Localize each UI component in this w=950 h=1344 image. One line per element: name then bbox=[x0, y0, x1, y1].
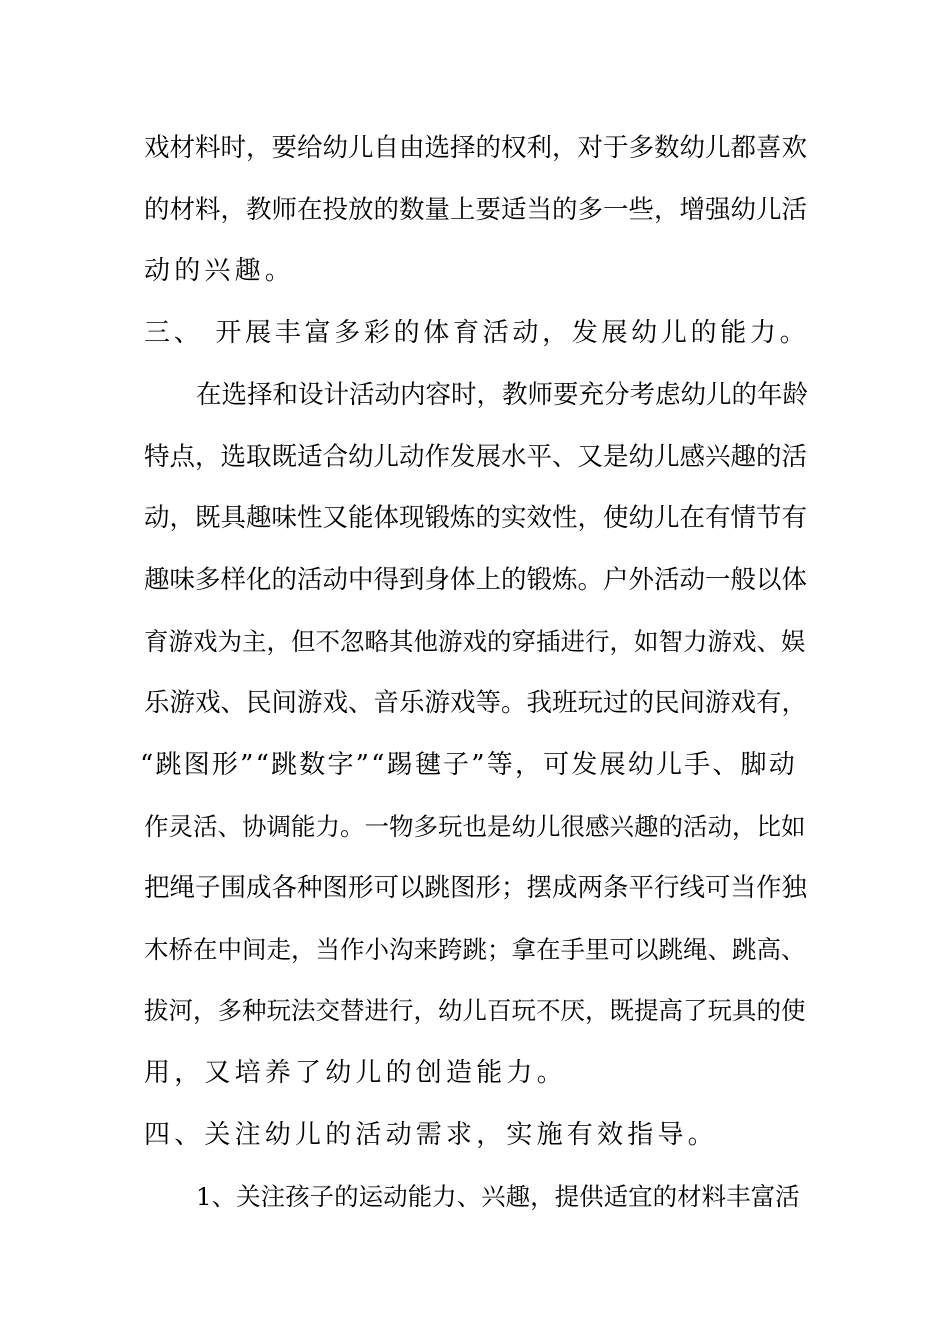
paragraph-line: 作灵活、协调能力。一物多玩也是幼儿很感兴趣的活动，比如 bbox=[144, 812, 806, 841]
section-heading: 三、 开展丰富多彩的体育活动，发展幼儿的能力。 bbox=[144, 318, 810, 348]
paragraph-line: 动的兴趣。 bbox=[144, 256, 296, 286]
paragraph-line: 把绳子围成各种图形可以跳图形；摆成两条平行线可当作独 bbox=[144, 873, 808, 903]
paragraph-line: 特点，选取既适合幼儿动作发展水平、又是幼儿感兴趣的活 bbox=[144, 442, 808, 472]
paragraph-line: 趣味多样化的活动中得到身体上的锻炼。户外活动一般以体 bbox=[144, 565, 808, 595]
paragraph-line: 用，又培养了幼儿的创造能力。 bbox=[144, 1058, 567, 1088]
paragraph-line: “跳图形”“跳数字”“踢毽子”等，可发展幼儿手、脚动 bbox=[140, 750, 797, 780]
paragraph-line: 在选择和设计活动内容时，教师要充分考虑幼儿的年龄 bbox=[196, 380, 809, 410]
paragraph-line: 戏材料时，要给幼儿自由选择的权利，对于多数幼儿都喜欢 bbox=[144, 133, 808, 163]
section-heading: 四、关注幼儿的活动需求，实施有效指导。 bbox=[144, 1120, 718, 1150]
paragraph-line: 动，既具趣味性又能体现锻炼的实效性，使幼儿在有情节有 bbox=[144, 503, 808, 533]
paragraph-line: 拔河，多种玩法交替进行，幼儿百玩不厌，既提高了玩具的使 bbox=[144, 996, 806, 1025]
paragraph-line: 木桥在中间走，当作小沟来跨跳；拿在手里可以跳绳、跳高、 bbox=[144, 935, 806, 964]
paragraph-line: 1、关注孩子的运动能力、兴趣，提供适宜的材料丰富活 bbox=[196, 1182, 800, 1211]
paragraph-line: 乐游戏、民间游戏、音乐游戏等。我班玩过的民间游戏有， bbox=[144, 688, 808, 718]
paragraph-line: 的材料，教师在投放的数量上要适当的多一些，增强幼儿活 bbox=[144, 195, 808, 225]
paragraph-line: 育游戏为主，但不忽略其他游戏的穿插进行，如智力游戏、娱 bbox=[144, 627, 806, 656]
